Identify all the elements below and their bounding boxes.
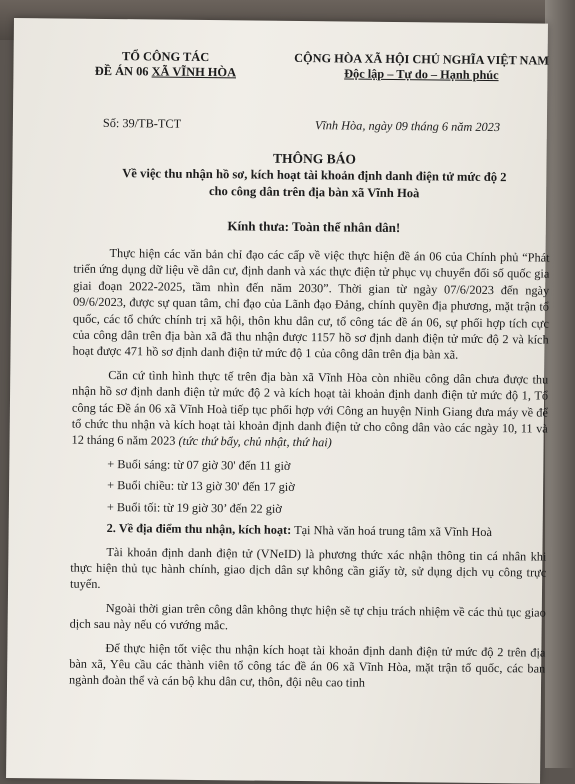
org-line2-underlined: XÃ VĨNH HÒA	[151, 64, 237, 80]
section-2	[71, 520, 547, 541]
paragraph-2	[71, 366, 548, 453]
org-line1: TỔ CÔNG TÁC	[121, 49, 210, 65]
document-title: THÔNG BÁO	[273, 150, 357, 167]
nation-name: CỘNG HÒA XÃ HỘI CHỦ NGHĨA VIỆT NAM	[294, 50, 550, 68]
paragraph-5: Để thực hiện tốt việc thu nhận kích hoạt tài khoản định danh điện tử mức độ 2 trên địa bàn xã, Yêu cầu các thành viên tổ công tác đề án 06 xã Vĩnh Hòa, mặt trận tổ quốc, các ban ngành đoàn thể và cán bộ khu dân cư, thôn, đội nêu cao tinh	[68, 640, 546, 691]
section-2-heading: 2. Về địa điểm thu nhận, kích hoạt:	[106, 521, 292, 538]
paragraph-3: Tài khoản định danh điện tử (VNeID) là phương thức xác nhận thông tin cá nhân khi thực hiện thủ tục hành chính, giao dịch dân sự không cần giấy tờ, sử dụng dịch vụ công trực tuyến.	[70, 544, 547, 592]
document-subtitle	[74, 165, 554, 204]
org-line2-prefix: ĐỀ ÁN 06	[94, 63, 152, 79]
paragraph-2-italic: (tức thứ bẩy, chủ nhật, thứ hai)	[178, 434, 332, 450]
issuing-organization	[85, 49, 245, 81]
document-body	[69, 245, 550, 701]
national-motto: Độc lập – Tự do – Hạnh phúc	[344, 66, 499, 83]
paragraph-1: Thực hiện các văn bản chỉ đạo các cấp về việc thực hiện đề án 06 của Chính phủ “Phát triển ứng dụng dữ liệu về dân cư, định danh và xác thực điện tử phục vụ chuyển đổi số quốc gia giai đoạn 2022-2025, tầm nhìn đến năm 2030”. Thời gian từ ngày 07/6/2023 đến ngày 09/6/2023, được sự quan tâm, chỉ đạo của Lãnh đạo Đảng, chính quyền địa phương, mặt trận tổ quốc, các tổ chức chính trị xã hội, thôn khu dân cư, tổ công tác đề án 06, sự phối hợp tích cực của công dân trên địa bàn xã đã thu nhận được 1157 hồ sơ định danh điện tử mức độ 2 và kích hoạt được 471 hồ sơ định danh điện tử mức độ 1 của công dân trên địa bàn xã.	[72, 246, 550, 363]
document-content	[68, 49, 556, 691]
national-heading	[281, 51, 561, 84]
schedule-item-afternoon: + Buổi chiều: từ 13 giờ 30' đến 17 giờ	[107, 478, 295, 495]
paragraph-2-main: Căn cứ tình hình thực tế trên địa bàn xã Vĩnh Hòa còn nhiều công dân chưa được thu nhận hồ sơ định danh điện tử mức độ 2 và kích hoạt tài khoản định danh điện tử mức độ 1, Tổ công tác Đề án 06 xã Vĩnh Hoà tiếp tục phối hợp với Công an huyện Ninh Giang đưa máy về để tổ chức thu nhận và kích hoạt tài khoản định danh điện tử cho công dân vào các ngày 10, 11 và 12 tháng 6 năm 2023	[71, 367, 549, 449]
schedule-item-morning: + Buổi sáng: từ 07 giờ 30' đến 11 giờ	[107, 456, 291, 473]
document-paper	[6, 18, 548, 784]
subtitle-line2: cho công dân trên địa bàn xã Vĩnh Hoà	[208, 184, 420, 201]
section-2-text: Tại Nhà văn hoá trung tâm xã Vĩnh Hoà	[291, 523, 493, 540]
document-number: Số: 39/TB-TCT	[102, 115, 182, 131]
document-header	[75, 49, 556, 120]
paragraph-4: Ngoài thời gian trên công dân không thực hiện sẽ tự chịu trách nhiệm về các thủ tục giao dịch sau này nếu có vướng mắc.	[69, 600, 546, 633]
schedule-item-evening: + Buổi tối: từ 19 giờ 30’ đến 22 giờ	[106, 499, 282, 516]
subtitle-line1: Về việc thu nhận hồ sơ, kích hoạt tài khoản định danh điện tử mức độ 2	[122, 166, 507, 185]
document-date: Vĩnh Hòa, ngày 09 tháng 6 năm 2023	[314, 118, 501, 135]
greeting: Kính thưa: Toàn thể nhân dân!	[227, 218, 401, 236]
org-line2	[85, 64, 245, 81]
